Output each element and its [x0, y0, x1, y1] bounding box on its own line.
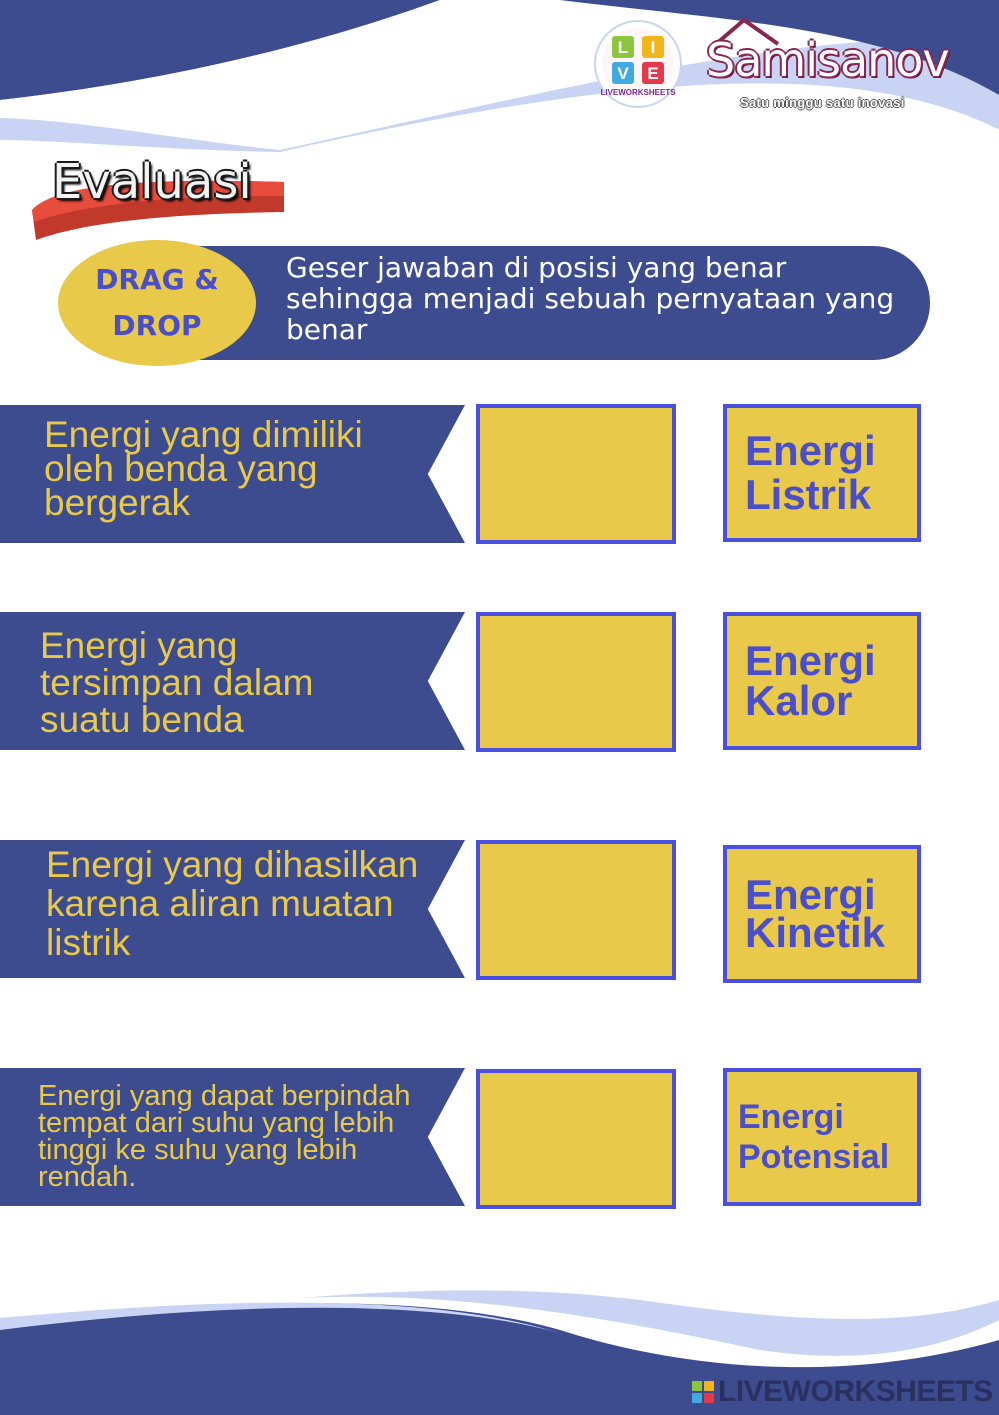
question-text-3: Energi yang dihasilkan karena aliran muatan listrik — [46, 844, 419, 963]
instruction-text: Geser jawaban di posisi yang benar sehingga menjadi sebuah pernyataan yang benar — [286, 251, 895, 346]
live-letter-e: E — [647, 64, 659, 83]
section-title: Evaluasi — [52, 154, 252, 210]
drop-zone-3[interactable] — [476, 840, 676, 980]
liveworksheets-logo — [594, 20, 682, 108]
footer-logo — [692, 1375, 993, 1409]
badge-line-2: DROP — [112, 309, 202, 342]
footer-brand: LIVEWORKSHEETS — [718, 1375, 993, 1408]
brand-tagline: Satu minggu satu inovasi — [740, 95, 905, 110]
drag-drop-badge — [58, 240, 256, 366]
question-text-1: Energi yang dimiliki oleh benda yang bergerak — [44, 414, 363, 523]
question-text-2: Energi yang tersimpan dalam suatu benda — [40, 625, 314, 740]
live-logo-caption: LIVEWORKSHEETS — [600, 88, 676, 97]
drop-zone-1[interactable] — [476, 404, 676, 544]
brand-name: Samisanov — [706, 33, 949, 87]
answer-label-2: Energi Kalor — [745, 637, 876, 724]
drop-zone-2[interactable] — [476, 612, 676, 752]
answer-label-4: Energi Potensial — [738, 1098, 890, 1176]
answer-card-potensial[interactable] — [723, 1068, 921, 1206]
live-letter-v: V — [617, 64, 629, 83]
answer-label-1: Energi Listrik — [745, 427, 876, 518]
answer-label-3: Energi Kinetik — [745, 871, 886, 956]
drop-zone-4[interactable] — [476, 1069, 676, 1209]
answer-card-listrik[interactable] — [723, 404, 921, 542]
answer-card-kinetik[interactable] — [723, 845, 921, 983]
answer-card-kalor[interactable] — [723, 612, 921, 750]
question-text-4: Energi yang dapat berpindah tempat dari suhu yang lebih tinggi ke suhu yang lebih rendah. — [38, 1080, 411, 1193]
live-letter-l: L — [617, 38, 629, 57]
live-letter-i: I — [650, 38, 656, 57]
badge-line-1: DRAG & — [95, 263, 219, 296]
live-grid-icon — [692, 1381, 714, 1403]
